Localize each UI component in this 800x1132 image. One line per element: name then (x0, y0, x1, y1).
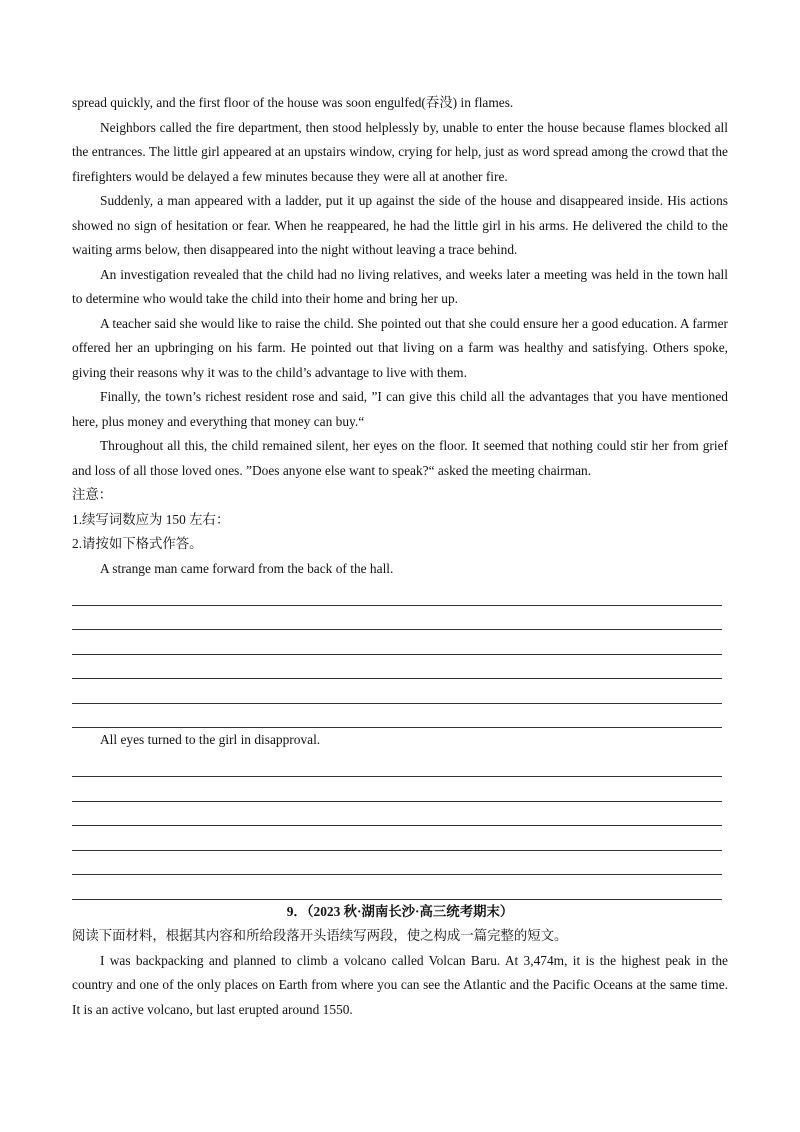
notes-title: 注意： (72, 487, 113, 502)
paragraph-3: Suddenly, a man appeared with a ladder, put it up against the side of the house and disappeared inside. His actions showed no sign of hesitation or fear. When he reappeared, he had the little girl in his arms. He delivered the child to the waiting arms below, then disappeared into the night without leaving a trace behind. (72, 193, 728, 257)
answer-line (72, 777, 722, 802)
answer-line (72, 679, 722, 704)
notes-item-1: 1.续写词数应为 150 左右： (72, 511, 230, 527)
paragraph-7: Throughout all this, the child remained silent, her eyes on the floor. It seemed that nothing could stir her from grief and loss of all those loved ones. ”Does anyone else want to speak?“ asked the meeting chairman. (72, 438, 728, 478)
answer-lines-2 (72, 753, 728, 900)
paragraph-5: A teacher said she would like to raise the child. She pointed out that she could ensure her a good education. A farmer offered her an upbringing on his farm. He pointed out that living on a farm was healthy and satisfying. Others spoke, giving their reasons why it was to the child’s advantage to live with them. (72, 315, 728, 380)
question-9-instruction: 阅读下面材料，根据其内容和所给段落开头语续写两段，使之构成一篇完整的短文。 (72, 928, 568, 943)
paragraph-4: An investigation revealed that the child had no living relatives, and weeks later a meeting was held in the town hall to determine who would take the child into their home and bring her up. (72, 266, 728, 306)
answer-line (72, 851, 722, 876)
document-page (72, 91, 728, 1022)
question-9-heading: 9．（2023 秋·湖南长沙·高三统考期末） (286, 903, 514, 919)
notes-item-2: 2.请按如下格式作答。 (72, 536, 203, 551)
notes-section (72, 483, 728, 557)
answer-line (72, 630, 722, 655)
continuation-prompt-1: A strange man came forward from the back of the hall. (100, 560, 394, 576)
answer-line (72, 704, 722, 729)
answer-line (72, 802, 722, 827)
answer-line (72, 826, 722, 851)
paragraph-2: Neighbors called the fire department, then stood helplessly by, unable to enter the house because flames blocked all the entrances. The little girl appeared at an upstairs window, crying for help, just as word spread among the crowd that the firefighters would be delayed a few minutes because they were all at another fire. (72, 119, 728, 184)
continuation-prompt-2: All eyes turned to the girl in disapproval. (100, 732, 321, 747)
answer-line (72, 753, 722, 778)
answer-line (72, 875, 722, 900)
paragraph-6: Finally, the town’s richest resident rose and said, ”I can give this child all the advantages that you have mentioned here, plus money and everything that money can buy.“ (72, 389, 728, 429)
answer-line (72, 655, 722, 680)
question-9-passage: I was backpacking and planned to climb a volcano called Volcan Baru. At 3,474m, it is the highest peak in the country and one of the only places on Earth from where you can see the Atlantic and the Pacific Oceans at the same time. It is an active volcano, but last erupted around 1550. (72, 952, 728, 1017)
answer-line (72, 606, 722, 631)
question-9 (72, 900, 728, 1023)
answer-line (72, 581, 722, 606)
answer-lines-1 (72, 581, 728, 728)
story-passage (72, 91, 728, 483)
paragraph-1: spread quickly, and the first floor of the house was soon engulfed(吞没) in flames. (72, 95, 514, 110)
